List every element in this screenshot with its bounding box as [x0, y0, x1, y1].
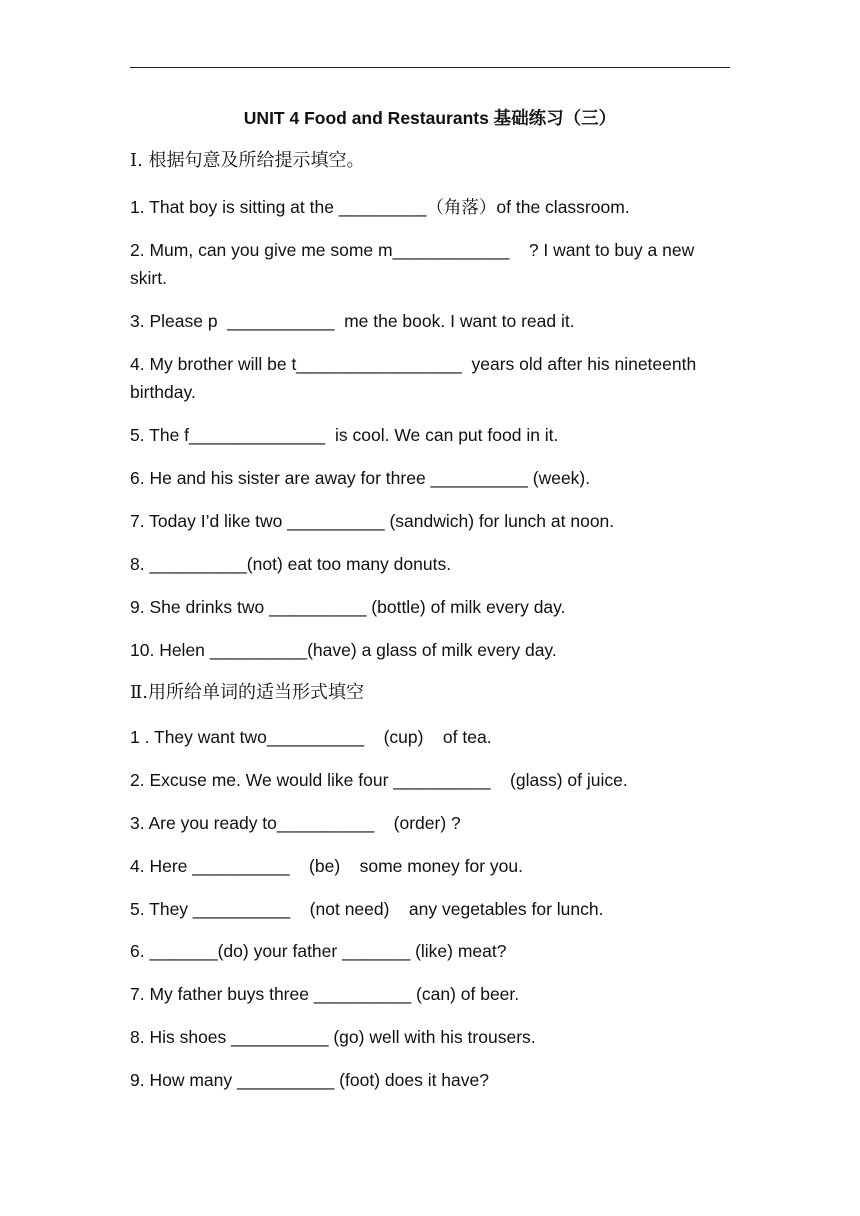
section-2-item-4: 4. Here __________ (be) some money for you.	[130, 856, 523, 876]
section-1-item-4: 4. My brother will be t_________________ years old after his nineteenth birthday.	[130, 354, 702, 402]
section-1-heading: Ⅰ. 根据句意及所给提示填空。	[130, 150, 365, 171]
section-2-item-8: 8. His shoes __________ (go) well with his trousers.	[130, 1027, 536, 1047]
header-rule	[130, 67, 730, 68]
section-2-item-5: 5. They __________ (not need) any vegetables for lunch.	[130, 899, 604, 919]
section-2-item-7: 7. My father buys three __________ (can) of beer.	[130, 984, 520, 1004]
section-1-item-8: 8. __________(not) eat too many donuts.	[130, 554, 452, 574]
section-1-item-3: 3. Please p ___________ me the book. I want to read it.	[130, 311, 575, 331]
section-1-item-5: 5. The f______________ is cool. We can put food in it.	[130, 425, 559, 445]
section-1-item-1: 1. That boy is sitting at the _________（角落）of the classroom.	[130, 197, 630, 217]
section-2-item-6: 6. _______(do) your father _______ (like) meat?	[130, 941, 507, 961]
section-1-item-7: 7. Today I’d like two __________ (sandwich) for lunch at noon.	[130, 511, 615, 531]
section-1-item-10: 10. Helen __________(have) a glass of milk every day.	[130, 640, 557, 660]
section-1-item-2: 2. Mum, can you give me some m____________ ? I want to buy a new skirt.	[130, 240, 700, 288]
worksheet-title: UNIT 4 Food and Restaurants 基础练习（三）	[243, 108, 617, 128]
section-1-item-6: 6. He and his sister are away for three __________ (week).	[130, 468, 591, 488]
section-2-item-9: 9. How many __________ (foot) does it have?	[130, 1070, 489, 1090]
section-2-item-3: 3. Are you ready to__________ (order) ?	[130, 813, 461, 833]
section-2-heading: Ⅱ.用所给单词的适当形式填空	[130, 682, 364, 703]
section-1-item-9: 9. She drinks two __________ (bottle) of milk every day.	[130, 597, 566, 617]
section-2-item-2: 2. Excuse me. We would like four __________ (glass) of juice.	[130, 770, 628, 790]
section-2-item-1: 1 . They want two__________ (cup) of tea.	[130, 727, 492, 747]
